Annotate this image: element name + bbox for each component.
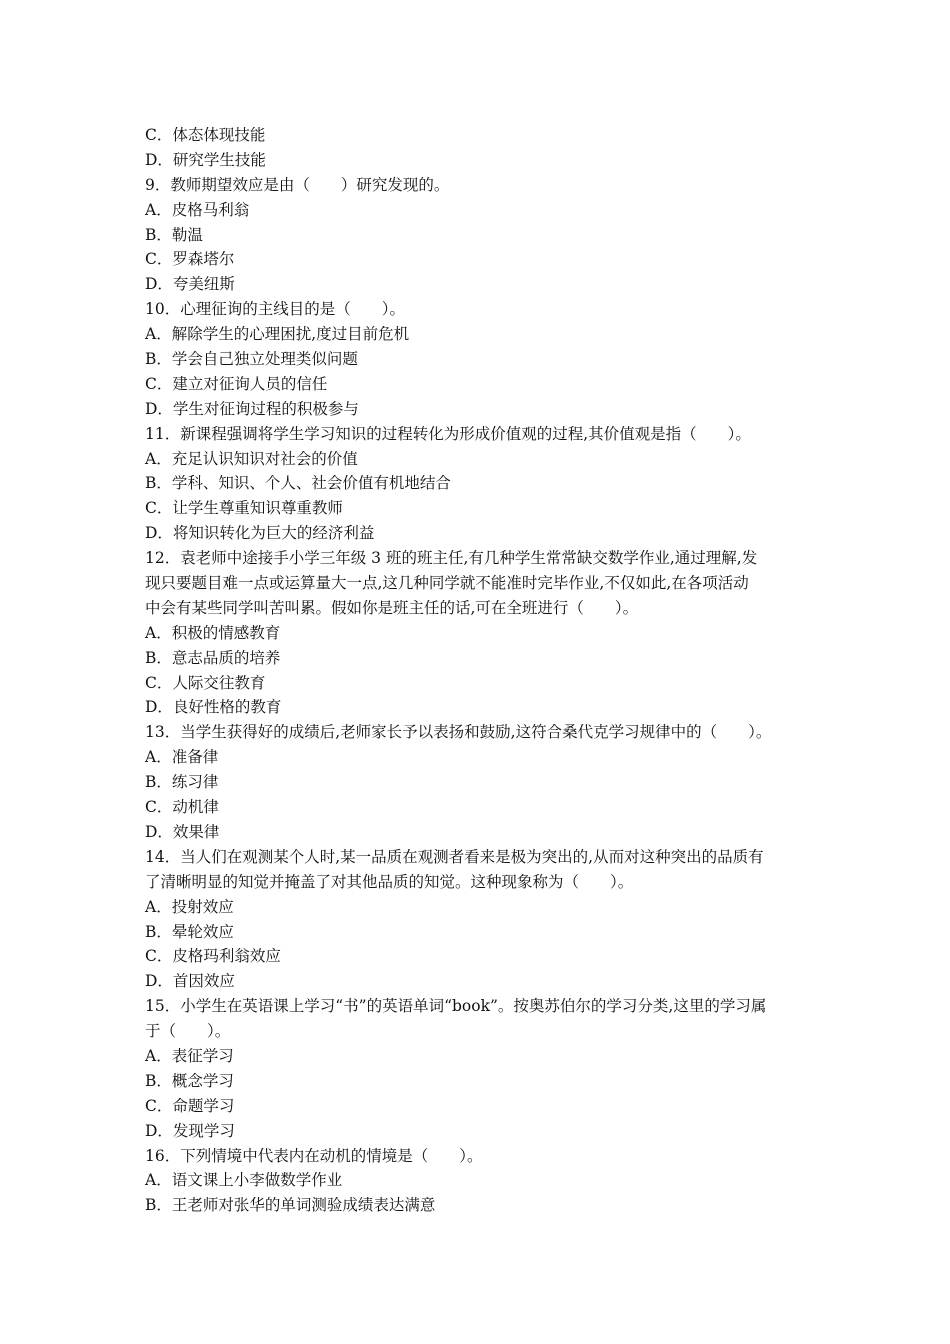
option-line: D．首因效应 xyxy=(145,972,235,991)
option-line: D．学生对征询过程的积极参与 xyxy=(145,399,359,418)
option-line: C．命题学习 xyxy=(145,1096,235,1115)
option-line: C．体态体现技能 xyxy=(145,126,266,144)
option-line: A．积极的情感教育 xyxy=(145,623,281,642)
option-line: D．将知识转化为巨大的经济利益 xyxy=(145,524,375,543)
option-line: D．良好性格的教育 xyxy=(145,698,282,717)
option-line: B．概念学习 xyxy=(145,1071,234,1090)
question-14-continued: 了清晰明显的知觉并掩盖了对其他品质的知觉。这种现象称为（ ）。 xyxy=(145,872,634,891)
option-line: A．语文课上小李做数学作业 xyxy=(145,1171,343,1190)
option-line: C．皮格玛利翁效应 xyxy=(145,947,281,966)
option-line: D．研究学生技能 xyxy=(145,150,266,169)
option-line: B．晕轮效应 xyxy=(145,922,234,941)
option-line: C．让学生尊重知识尊重教师 xyxy=(145,499,343,518)
question-12-continued: 现只要题目难一点或运算量大一点,这几种同学就不能准时完毕作业,不仅如此,在各项活动 xyxy=(145,574,749,593)
question-15: 15．小学生在英语课上学习“书”的英语单词“book”。按奥苏伯尔的学习分类,这里的学习属 xyxy=(145,997,767,1016)
option-line: D．夸美纽斯 xyxy=(145,275,235,294)
option-line: C．动机律 xyxy=(145,798,219,817)
option-line: A．皮格马利翁 xyxy=(145,200,250,219)
option-line: A．准备律 xyxy=(145,748,219,767)
question-13: 13．当学生获得好的成绩后,老师家长予以表扬和鼓励,这符合桑代克学习规律中的（ ）。 xyxy=(145,723,772,742)
question-16: 16．下列情境中代表内在动机的情境是（ ）。 xyxy=(145,1146,483,1165)
question-12-continued: 中会有某些同学叫苦叫累。假如你是班主任的话,可在全班进行（ ）。 xyxy=(145,598,639,617)
option-line: C．建立对征询人员的信任 xyxy=(145,374,328,393)
option-line: D．效果律 xyxy=(145,822,220,841)
question-11: 11．新课程强调将学生学习知识的过程转化为形成价值观的过程,其价值观是指（ ）。 xyxy=(145,424,751,443)
option-line: B．学会自己独立处理类似问题 xyxy=(145,350,358,369)
question-9: 9．教师期望效应是由（ ）研究发现的。 xyxy=(145,175,450,194)
exam-question-text xyxy=(145,123,825,1218)
option-line: B．练习律 xyxy=(145,773,219,792)
option-line: A．投射效应 xyxy=(145,897,234,916)
question-12: 12．袁老师中途接手小学三年级 3 班的班主任,有几种学生常常缺交数学作业,通过理解,发 xyxy=(145,549,758,568)
option-line: D．发现学习 xyxy=(145,1121,235,1140)
option-line: C．罗森塔尔 xyxy=(145,250,235,269)
question-10: 10．心理征询的主线目的是（ ）。 xyxy=(145,300,405,319)
option-line: A．充足认识知识对社会的价值 xyxy=(145,449,358,468)
option-line: B．王老师对张华的单词测验成绩表达满意 xyxy=(145,1196,436,1215)
option-line: B．勒温 xyxy=(145,225,203,244)
option-line: A．解除学生的心理困扰,度过目前危机 xyxy=(145,325,410,344)
question-14: 14．当人们在观测某个人时,某一品质在观测者看来是极为突出的,从而对这种突出的品质有 xyxy=(145,847,764,866)
option-line: B．意志品质的培养 xyxy=(145,648,281,667)
option-line: C．人际交往教育 xyxy=(145,673,266,692)
option-line: B．学科、知识、个人、社会价值有机地结合 xyxy=(145,474,451,493)
option-line: A．表征学习 xyxy=(145,1046,234,1065)
question-15-continued: 于（ ）。 xyxy=(145,1022,231,1041)
